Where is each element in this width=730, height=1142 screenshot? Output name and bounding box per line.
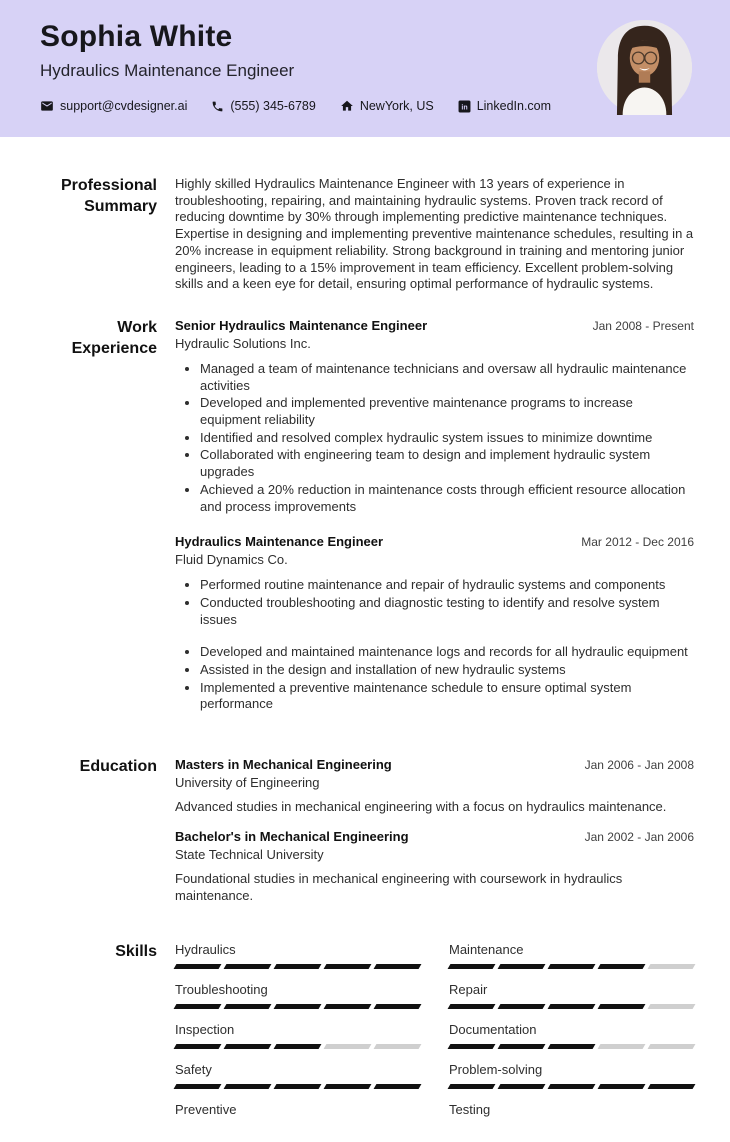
skill-item [175,1102,420,1129]
section-education [0,757,694,917]
envelope-icon [40,99,54,113]
skill-bar-segment [498,964,546,969]
skill-bar-segment [274,1084,322,1089]
job-bullet: • Collaborated with engineering team to design and implement hydraulic system upgrades [200,447,694,480]
job-dates: Jan 2008 - Present [592,318,694,333]
skill-item [449,1102,694,1129]
phone-icon [211,100,224,113]
skill-item [175,1062,420,1089]
job-bullet: • Identified and resolved complex hydraulic system issues to minimize downtime [200,430,694,447]
skill-bar-segment [224,1084,272,1089]
person-name: Sophia White [40,20,233,53]
contact-linkedin-text: LinkedIn.com [476,99,552,113]
skill-bar-segment [448,964,496,969]
home-icon [340,99,354,113]
skill-bar-segment [648,964,696,969]
skill-item [449,982,694,1009]
skill-item [175,1022,420,1049]
job-company: Fluid Dynamics Co. [175,552,288,568]
skills-column-left [175,942,420,1142]
skill-name: Safety [175,1062,212,1078]
skill-item [175,942,420,969]
job-bullet: • Performed routine maintenance and repair of hydraulic systems and components [200,577,694,594]
contact-phone-text: (555) 345-6789 [230,99,316,113]
skill-bar-segment [374,964,422,969]
skill-item [449,1062,694,1089]
job-bullet: • Implemented a preventive maintenance schedule to ensure optimal system performance [200,680,694,713]
skill-bar-segment [448,1004,496,1009]
job-bullet: • Achieved a 20% reduction in maintenance costs through efficient resource allocation and process improvements [200,482,694,515]
skill-bar-segment [224,1004,272,1009]
contact-location-text: NewYork, US [359,99,434,113]
education-dates: Jan 2002 - Jan 2006 [584,829,694,844]
linkedin-icon [458,100,471,113]
skill-name: Repair [449,982,488,998]
svg-text:in: in [461,103,468,111]
skill-bar-segment [174,964,222,969]
summary-text: Highly skilled Hydraulics Maintenance Engineer with 13 years of experience in troubleshooting, repairing, and maintaining hydraulic systems. Proven track record of reducing downtime by 30% through implementing predictive maintenance techniques. Expertise in designing and implementing preventive maintenance schedules, resulting in a 20% increase in equipment reliability. Strong background in training and mentoring junior engineers, leading to a 15% improvement in team efficiency. Excellent problem-solving skills and a keen eye for detail, ensuring optimal performance of hydraulic systems. [175,176,694,292]
contact-location [340,99,434,113]
skill-bar-segment [598,1044,646,1049]
skill-bar-segment [374,1004,422,1009]
section-work-experience [0,318,694,732]
job-title: Senior Hydraulics Maintenance Engineer [175,317,428,333]
skill-level-bar [175,1084,420,1089]
skill-bar-segment [648,1004,696,1009]
skill-bar-segment [548,1044,596,1049]
skill-name: Testing [449,1102,491,1118]
contact-row [40,99,551,113]
skill-level-bar [175,964,420,969]
job-bullet: • Managed a team of maintenance technicians and oversaw all hydraulic maintenance activities [200,361,694,394]
profile-photo-illustration [597,20,692,115]
skill-name: Problem-solving [449,1062,543,1078]
section-heading-skills: Skills [115,943,157,961]
skill-level-bar [175,1044,420,1049]
skill-level-bar [449,1084,694,1089]
skill-item [175,982,420,1009]
contact-email-text: support@cvdesigner.ai [60,99,188,113]
skill-level-bar [175,1124,420,1129]
degree-title: Bachelor's in Mechanical Engineering [175,828,409,844]
skill-name: Troubleshooting [175,982,268,998]
skill-bar-segment [374,1044,422,1049]
school-name: University of Engineering [175,775,320,791]
skill-bar-segment [648,1044,696,1049]
skills-column-right [449,942,694,1142]
skill-bar-segment [174,1044,222,1049]
skill-level-bar [449,1004,694,1009]
skill-bar-segment [598,1084,646,1089]
contact-email [40,99,187,113]
skill-bar-segment [598,964,646,969]
job-bullet: • Assisted in the design and installation of new hydraulic systems [200,662,694,679]
skill-name: Documentation [449,1022,537,1038]
education-entry [175,757,694,816]
skill-bar-segment [648,1084,696,1089]
skill-bar-segment [548,1084,596,1089]
skill-name: Hydraulics [175,942,236,958]
skill-bar-segment [174,1084,222,1089]
skill-bar-segment [324,1044,372,1049]
header-identity [40,20,551,137]
section-heading-summary: Professional Summary [60,177,157,215]
skill-bar-segment [324,1084,372,1089]
contact-phone [211,99,315,113]
skill-item [449,1022,694,1049]
degree-title: Masters in Mechanical Engineering [175,757,392,773]
education-description: Advanced studies in mechanical engineering with a focus on hydraulics maintenance. [175,799,667,815]
education-dates: Jan 2006 - Jan 2008 [584,758,694,773]
skill-bar-segment [374,1084,422,1089]
section-heading-work: Work Experience [71,318,157,357]
skill-bar-segment [324,1004,372,1009]
skill-bar-segment [548,1004,596,1009]
skill-bar-segment [274,1004,322,1009]
skill-name: Maintenance [449,942,524,958]
skill-bar-segment [274,1044,322,1049]
skill-name: Preventive [175,1102,237,1118]
skill-bar-segment [448,1044,496,1049]
profile-photo [597,20,692,115]
skill-bar-segment [274,964,322,969]
skill-bar-segment [498,1004,546,1009]
job-company: Hydraulic Solutions Inc. [175,335,311,351]
skill-name: Inspection [175,1022,235,1038]
job-bullet-list [175,577,694,713]
resume-body [0,137,730,1142]
education-description: Foundational studies in mechanical engineering with coursework in hydraulics maintenance. [175,870,623,903]
skill-bar-segment [224,1044,272,1049]
resume-header [0,0,730,137]
skill-level-bar [449,964,694,969]
skill-bar-segment [224,964,272,969]
contact-linkedin [458,99,551,113]
skills-grid [175,942,694,1142]
job-bullet: • Conducted troubleshooting and diagnostic testing to identify and resolve system issues [200,595,694,628]
job-entry [175,318,694,515]
job-bullet: • Developed and implemented preventive maintenance programs to increase equipment reliability [200,395,694,428]
skill-bar-segment [498,1044,546,1049]
job-entry [175,534,694,713]
job-title: Hydraulics Maintenance Engineer [175,534,384,550]
skill-level-bar [175,1004,420,1009]
school-name: State Technical University [175,846,324,862]
skill-bar-segment [324,964,372,969]
skill-bar-segment [598,1004,646,1009]
skill-bar-segment [498,1084,546,1089]
section-heading-education: Education [79,758,157,776]
person-job-title: Hydraulics Maintenance Engineer [40,61,295,80]
skill-bar-segment [174,1004,222,1009]
section-skills [0,942,694,1142]
job-dates: Mar 2012 - Dec 2016 [581,535,694,550]
skill-bar-segment [448,1084,496,1089]
skill-item [449,942,694,969]
job-bullet: • Developed and maintained maintenance logs and records for all hydraulic equipment [200,644,694,661]
skill-level-bar [449,1044,694,1049]
section-professional-summary [0,176,694,293]
skill-bar-segment [548,964,596,969]
education-entry [175,829,694,904]
job-bullet-list [175,361,694,515]
skill-level-bar [449,1124,694,1129]
